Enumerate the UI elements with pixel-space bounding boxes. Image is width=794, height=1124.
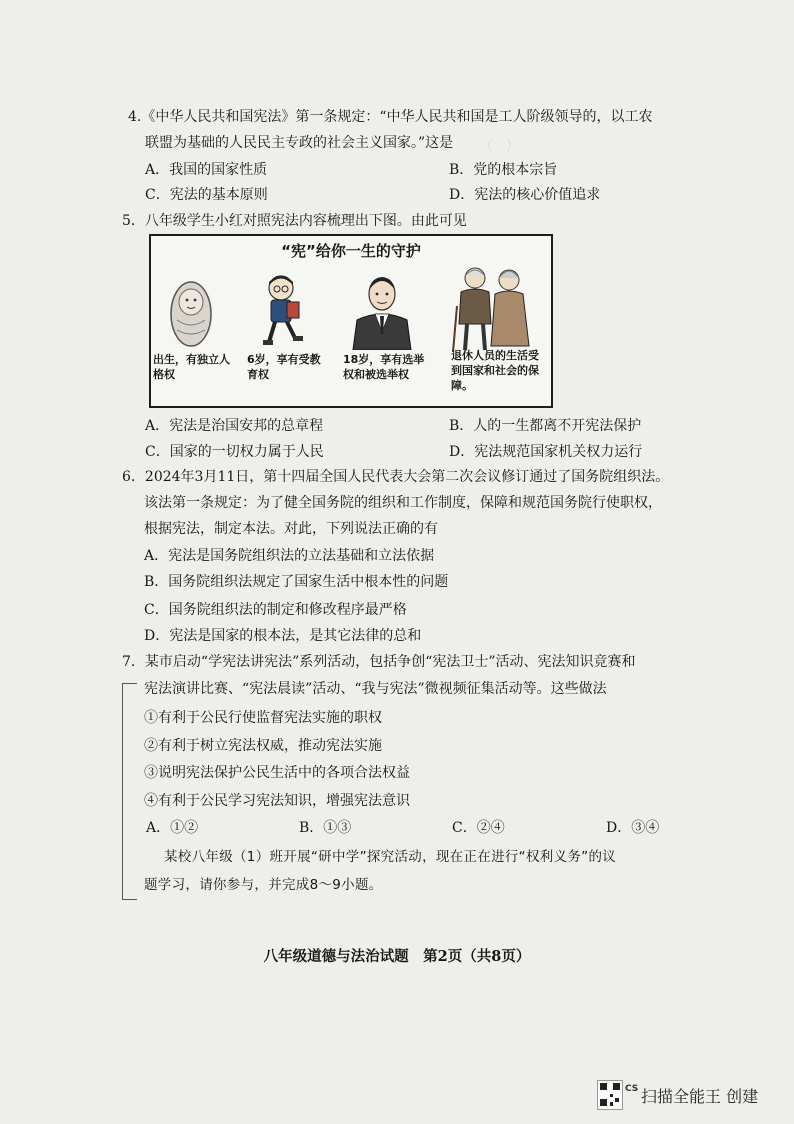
panel-1-caption: 出生，有独立人格权 (153, 353, 230, 381)
elderly-couple-icon (445, 262, 541, 354)
question-4-stem-line2: 联盟为基础的人民民主专政的社会主义国家。”这是 (145, 135, 454, 151)
question-7-stem-line1: 7．某市启动“学宪法讲宪法”系列活动，包括争创“宪法卫士”活动、宪法知识竞赛和 (122, 654, 636, 670)
question-4-stem-line1: 4.《中华人民共和国宪法》第一条规定：“中华人民共和国是工人阶级领导的，以工农 (128, 109, 653, 125)
schoolchild-icon (251, 272, 311, 352)
question-4-option-a: A．我国的国家性质 (145, 162, 268, 178)
question-5-option-b: B．人的一生都离不开宪法保护 (449, 418, 642, 434)
question-7-option-a: A．①② (146, 820, 199, 836)
question-7-item-2: ②有利于树立宪法权威，推动宪法实施 (144, 738, 382, 754)
question-5-option-a: A．宪法是治国安邦的总章程 (145, 418, 324, 434)
comic-title: “宪”给你一生的守护 (281, 242, 421, 260)
comic-panel-box (149, 234, 553, 408)
watermark-text: 扫描全能王 创建 (641, 1087, 759, 1106)
question-6-stem-line1: 6．2024年3月11日，第十四届全国人民代表大会第二次会议修订通过了国务院组织法。 (122, 469, 670, 485)
adult-man-icon (347, 270, 417, 350)
bleed-through-decoration: （ ） (480, 139, 630, 154)
panel-4-caption: 退休人员的生活受到国家和社会的保障。 (451, 349, 539, 392)
question-6-option-b: B．国务院组织法规定了国家生活中根本性的问题 (144, 574, 449, 590)
question-6-option-c: C．国务院组织法的制定和修改程序最严格 (144, 602, 407, 618)
panel-3-caption: 18岁，享有选举权和被选举权 (343, 353, 425, 381)
margin-bracket-decoration (122, 683, 137, 900)
page-footer: 八年级道德与法治试题 第2页（共8页） (263, 948, 531, 965)
question-7-option-d: D．③④ (606, 820, 660, 836)
baby-icon (165, 276, 217, 348)
question-7-item-4: ④有利于公民学习宪法知识，增强宪法意识 (144, 793, 410, 809)
question-6-stem-line3: 根据宪法，制定本法。对此，下列说法正确的有 (144, 521, 438, 537)
question-4-option-c: C．宪法的基本原则 (145, 187, 268, 203)
question-6-option-a: A．宪法是国务院组织法的立法基础和立法依据 (144, 548, 435, 564)
panel-2-caption: 6岁，享有受教育权 (247, 353, 321, 381)
question-6-option-d: D．宪法是国家的根本法，是其它法律的总和 (144, 628, 422, 644)
watermark-brand: CS (625, 1084, 639, 1094)
question-7-option-b: B．①③ (299, 820, 352, 836)
scanner-watermark (591, 1078, 781, 1112)
section-intro-line2: 题学习，请你参与，并完成8～9小题。 (144, 877, 383, 893)
question-5-option-d: D．宪法规范国家机关权力运行 (449, 444, 643, 460)
question-5-stem: 5．八年级学生小红对照宪法内容梳理出下图。由此可见 (122, 213, 467, 229)
question-4-option-b: B．党的根本宗旨 (449, 162, 558, 178)
section-intro-line1: 某校八年级（1）班开展“研中学”探究活动，现在正在进行“权利义务”的议 (164, 849, 617, 865)
qr-logo-icon (597, 1080, 623, 1110)
question-7-option-c: C．②④ (452, 820, 505, 836)
question-6-stem-line2: 该法第一条规定：为了健全国务院的组织和工作制度，保障和规范国务院行使职权， (144, 495, 662, 511)
question-4-option-d: D．宪法的核心价值追求 (449, 187, 601, 203)
question-5-option-c: C．国家的一切权力属于人民 (145, 444, 324, 460)
question-7-stem-line2: 宪法演讲比赛、“宪法晨读”活动、“我与宪法”微视频征集活动等。这些做法 (144, 681, 607, 697)
question-7-item-1: ①有利于公民行使监督宪法实施的职权 (144, 710, 382, 726)
question-7-item-3: ③说明宪法保护公民生活中的各项合法权益 (144, 765, 410, 781)
